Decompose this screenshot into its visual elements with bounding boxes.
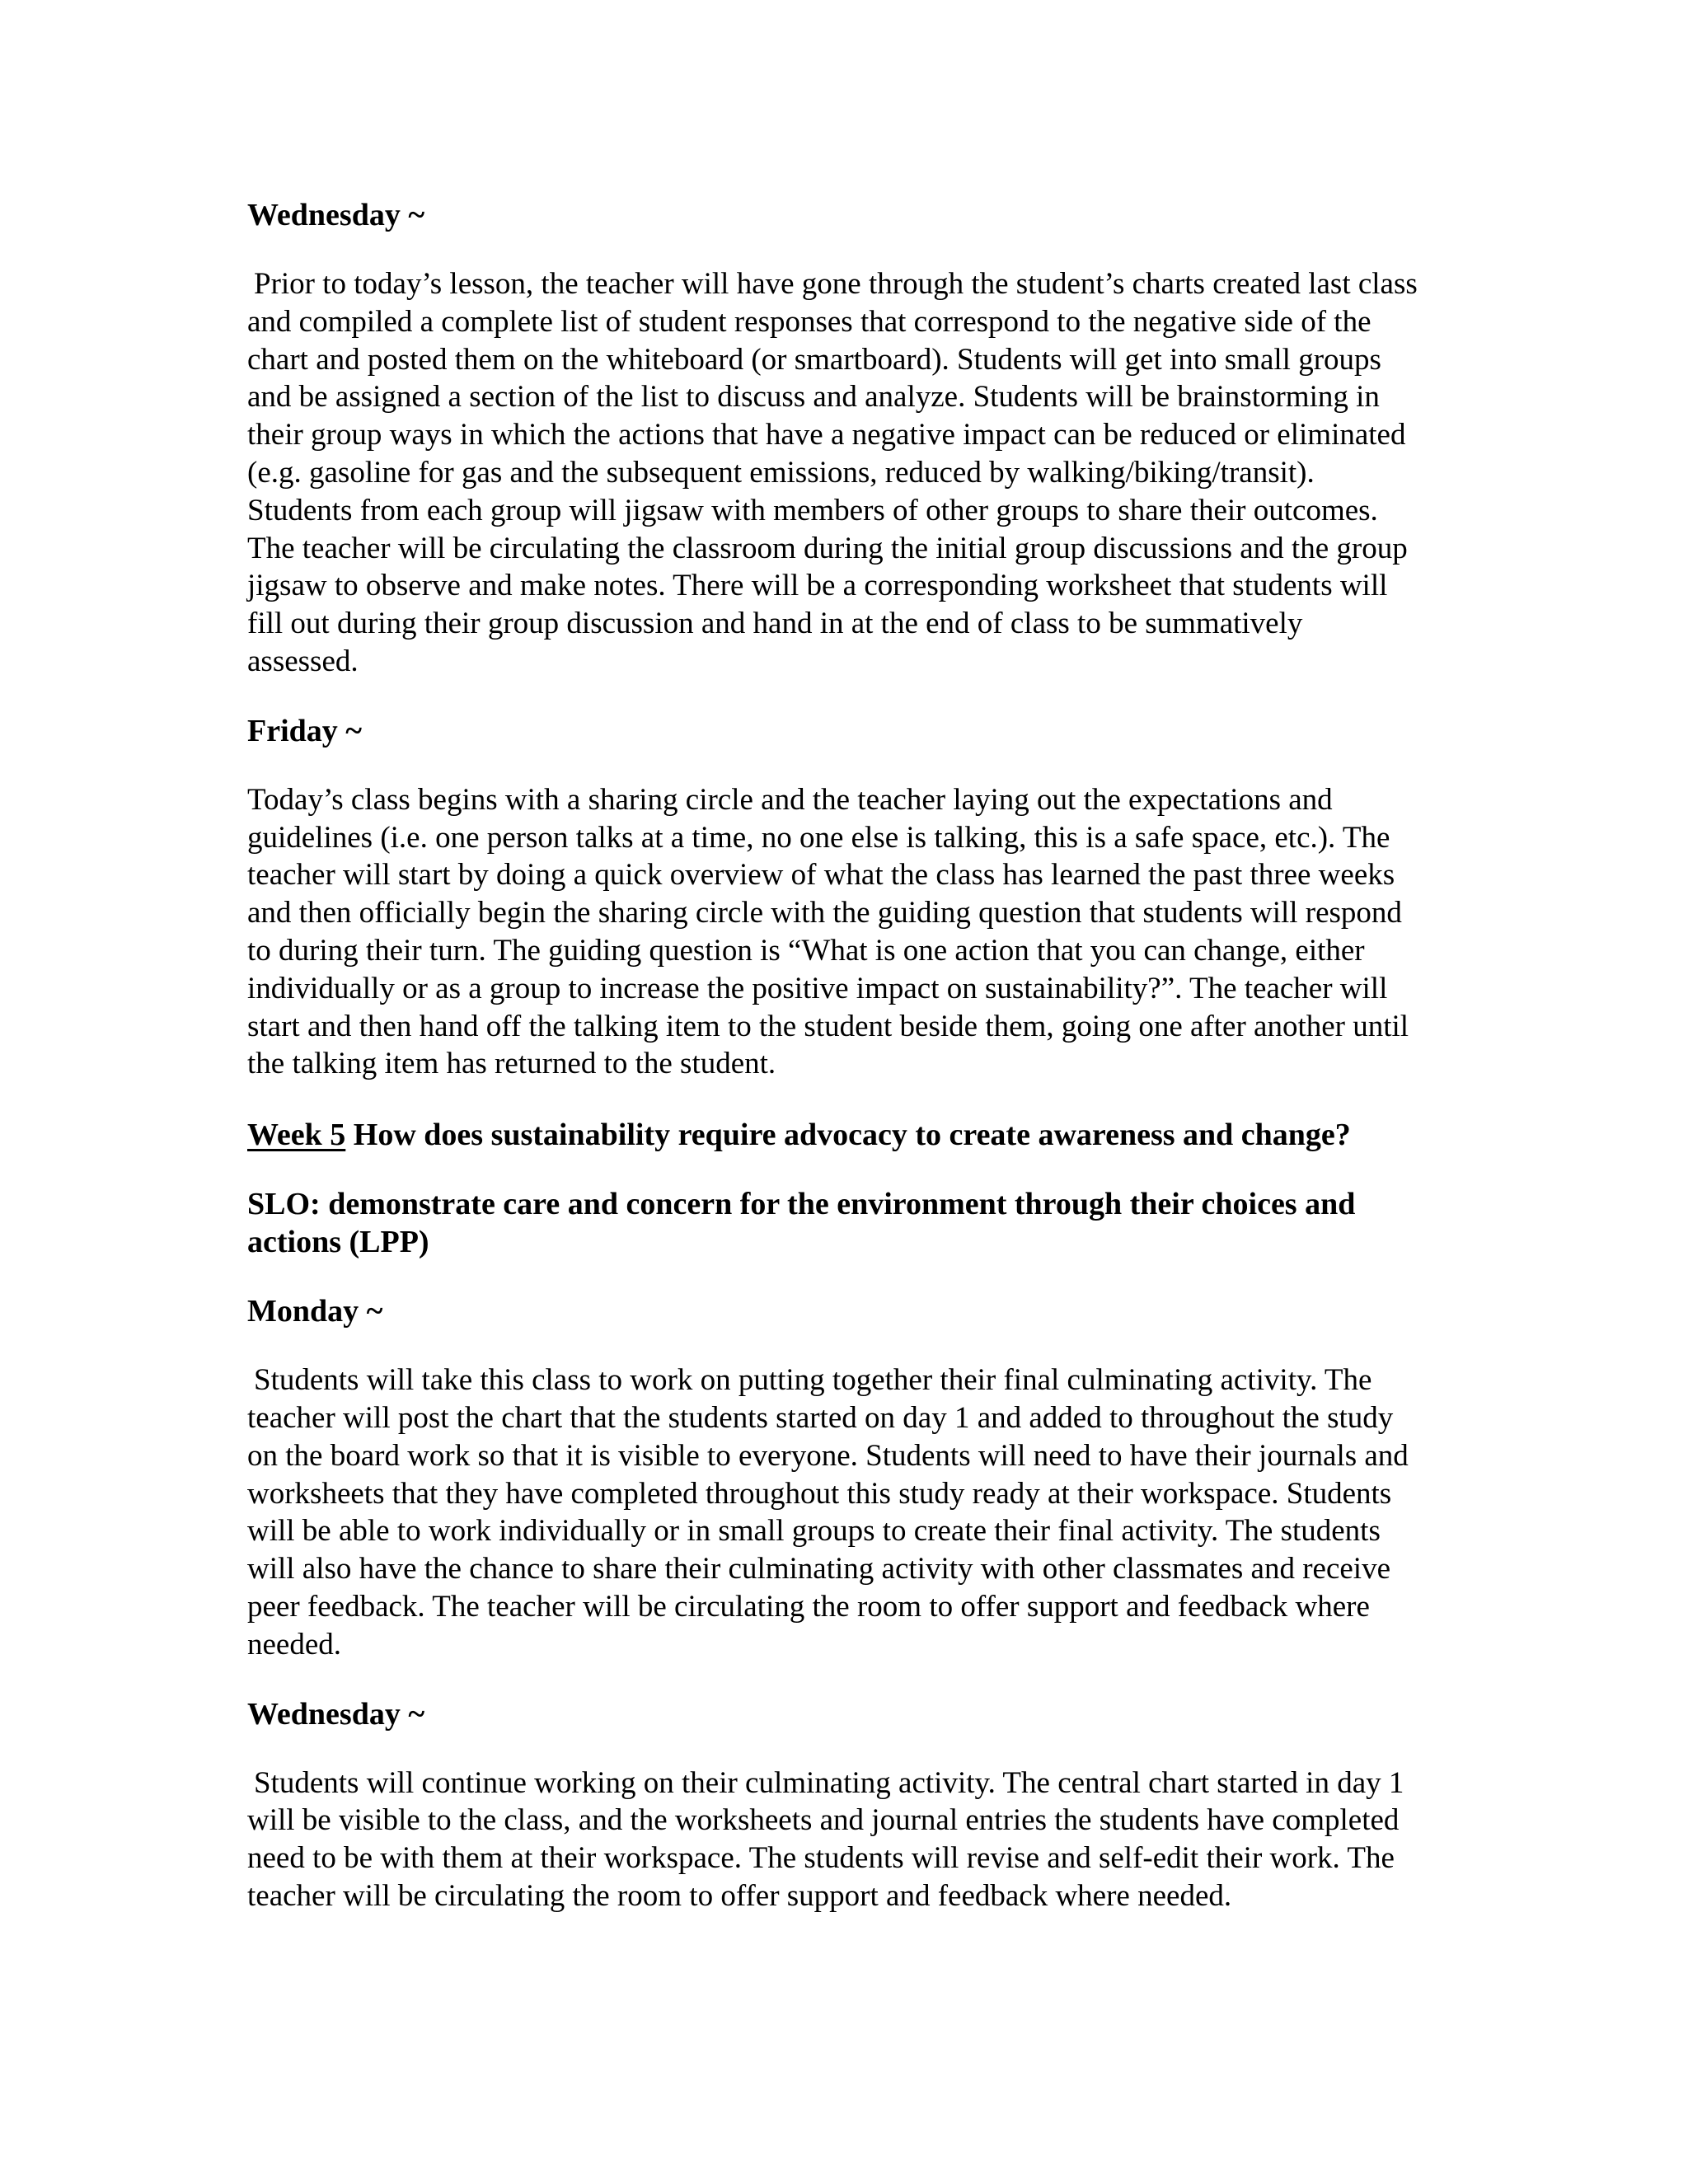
week5-question: How does sustainability require advocacy to create awareness and change?	[345, 1118, 1351, 1153]
wednesday-heading: Wednesday ~	[247, 198, 425, 232]
wednesday-paragraph: Prior to today’s lesson, the teacher will have gone through the student’s charts created last class and compiled a complete list of student responses that correspond to the negative side of the chart and posted them on the whiteboard (or smartboard). Students will get into small groups and be assigned a section of the list to discuss and analyze. Students will be brainstorming in their group ways in which the actions that have a negative impact can be reduced or eliminated (e.g. gasoline for gas and the subsequent emissions, reduced by walking/biking/transit). Students from each group will jigsaw with members of other groups to share their outcomes. The teacher will be circulating the classroom during the initial group discussions and the group jigsaw to observe and make notes. There will be a corresponding worksheet that students will fill out during their group discussion and hand in at the end of class to be summatively assessed.	[247, 267, 1418, 678]
friday-heading: Friday ~	[247, 713, 363, 748]
monday-heading: Monday ~	[247, 1294, 383, 1329]
week5-label: Week 5	[247, 1118, 346, 1153]
monday-paragraph: Students will take this class to work on putting together their final culminating activity. The teacher will post the chart that the students started on day 1 and added to throughout the study on the board work so that it is visible to everyone. Students will need to have their journals and worksheets that they have completed throughout this study ready at their workspace. Students will be able to work individually or in small groups to create their final activity. The students will also have the chance to share their culminating activity with other classmates and receive peer feedback. The teacher will be circulating the room to offer support and feedback where needed.	[247, 1363, 1409, 1661]
slo-heading: SLO: demonstrate care and concern for the environment through their choices and actions (LPP)	[247, 1187, 1356, 1260]
wednesday-heading-2: Wednesday ~	[247, 1696, 425, 1732]
wednesday-paragraph-2: Students will continue working on their culminating activity. The central chart started in day 1 will be visible to the class, and the worksheets and journal entries the students have completed need to be with them at their workspace. The students will revise and self-edit their work. The teacher will be circulating the room to offer support and feedback where needed.	[247, 1765, 1404, 1913]
document-page	[247, 196, 1418, 1915]
friday-paragraph: Today’s class begins with a sharing circle and the teacher laying out the expectations and guidelines (i.e. one person talks at a time, no one else is talking, this is a safe space, etc.). The teacher will start by doing a quick overview of what the class has learned the past three weeks and then officially begin the sharing circle with the guiding question that students will respond to during their turn. The guiding question is “What is one action that you can change, either individually or as a group to increase the positive impact on sustainability?”. The teacher will start and then hand off the talking item to the student beside them, going one after another until the talking item has returned to the student.	[247, 782, 1409, 1081]
week5-heading	[247, 1116, 1418, 1154]
